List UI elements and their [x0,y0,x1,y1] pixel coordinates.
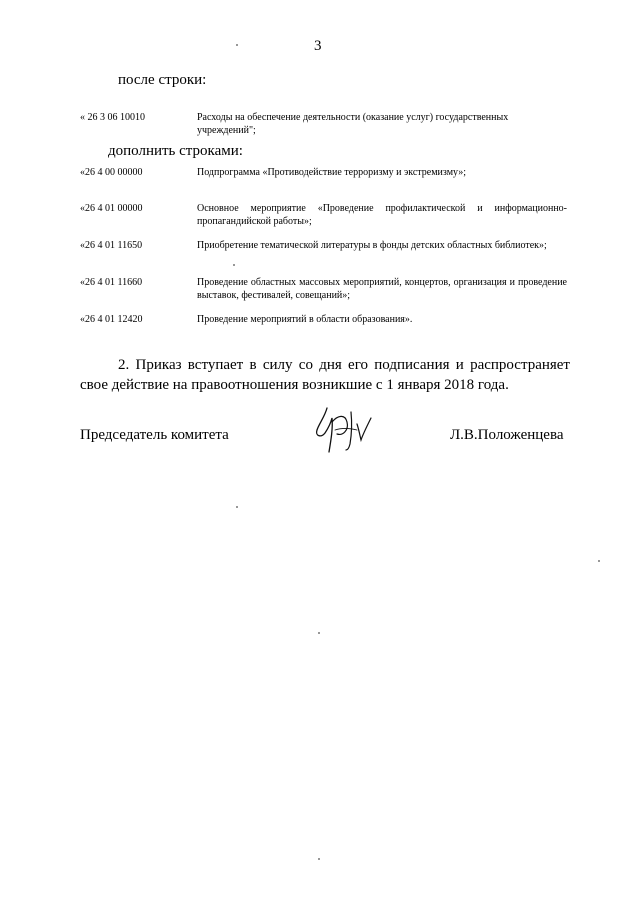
scan-speck [318,632,320,634]
scan-speck [318,858,320,860]
page-number: 3 [314,38,322,54]
row-code: «26 4 01 00000 [80,203,143,214]
scan-speck [598,560,600,562]
signer-name: Л.В.Положенцева [450,427,564,443]
after-line-heading: после строки: [118,72,207,88]
scan-speck [236,506,238,508]
row-description: Приобретение тематической литературы в фонды детских областных библиотек»; [197,240,547,251]
row-code: «26 4 00 00000 [80,167,143,178]
row-code: « 26 3 06 10010 [80,112,145,123]
scan-speck [233,264,235,266]
order-paragraph: 2. Приказ вступает в силу со дня его подписания и распространяет свое действие на правоотношения возникшие с 1 января 2018 года. [80,357,570,393]
signer-position: Председатель комитета [80,427,229,443]
row-description: Подпрограмма «Противодействие терроризму и экстремизму»; [197,167,467,178]
row-code: «26 4 01 12420 [80,314,143,325]
row-code: «26 4 01 11650 [80,240,143,251]
row-description: Проведение мероприятий в области образования». [197,314,413,325]
add-lines-heading: дополнить строками: [108,143,243,159]
scan-speck [236,44,238,46]
row-description: Расходы на обеспечение деятельности (оказание услуг) государственных учреждений"; [197,112,509,136]
handwritten-signature [305,400,385,460]
row-code: «26 4 01 11660 [80,277,143,288]
row-description: Проведение областных массовых мероприятий, концертов, организация и проведение выставок, фестивалей, совещаний»; [197,277,567,301]
row-description: Основное мероприятие «Проведение профилактической и информационно-пропагандийской работы»; [197,203,567,227]
